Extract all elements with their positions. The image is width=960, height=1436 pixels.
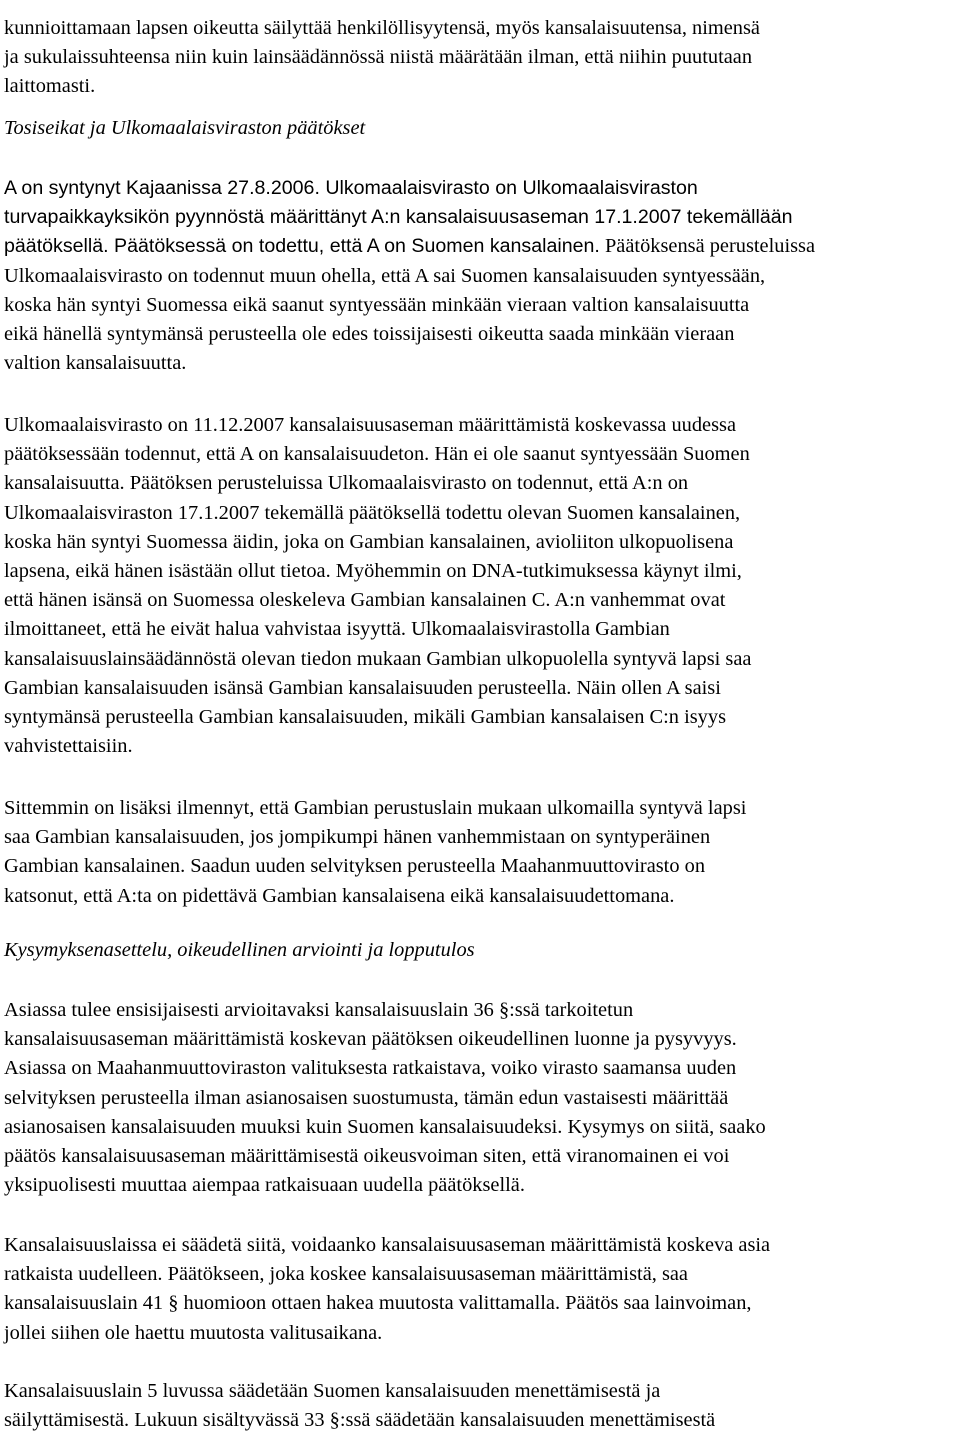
text-run: Kansalaisuuslaissa ei säädetä siitä, voidaanko kansalaisuusaseman määrittämistä koskeva asia xyxy=(4,1234,771,1256)
text-line xyxy=(4,469,751,498)
text-run: kansalaisuutta. Päätöksen perusteluissa Ulkomaalaisvirasto on todennut, että A:n on xyxy=(4,472,689,495)
text-line xyxy=(4,232,815,261)
text-run: katsonut, että A:ta on pidettävä Gambian kansalaisena eikä kansalaisuudettomana. xyxy=(4,884,675,907)
text-run: selvityksen perusteella ilman asianosaisen suostumusta, tämän edun vastaisesti määrittää xyxy=(4,1086,729,1109)
text-run: päätöksellä. Päätöksessä on todettu, että A on Suomen kansalainen. xyxy=(4,235,600,258)
text-line xyxy=(4,349,815,378)
text-run: turvapaikkayksikön pyynnöstä määrittänyt A:n kansalaisuusaseman 17.1.2007 tekemällään xyxy=(4,206,793,229)
text-line xyxy=(4,203,815,232)
text-line xyxy=(4,1319,770,1348)
text-run: päätös kansalaisuusaseman määrittämisestä oikeusvoiman siten, että viranomainen ei voi xyxy=(4,1145,730,1168)
text-line xyxy=(4,411,751,440)
text-line xyxy=(4,72,760,101)
text-run: kansalaisuuslainsäädännöstä olevan tiedon mukaan Gambian ulkopuolella syntyvä lapsi saa xyxy=(4,647,752,670)
text-line xyxy=(4,1113,766,1142)
text-run: laittomasti. xyxy=(4,75,96,98)
text-line xyxy=(4,528,751,557)
text-run: ilmoittaneet, että he eivät halua vahvistaa isyyttä. Ulkomaalaisvirastolla Gambian xyxy=(4,618,670,641)
paragraph xyxy=(4,996,766,1200)
text-run: jollei siihen ole haettu muutosta valitusaikana. xyxy=(4,1321,383,1344)
paragraph xyxy=(4,794,746,911)
text-line xyxy=(4,1406,715,1435)
paragraph xyxy=(4,1231,770,1348)
text-run: Tosiseikat ja Ulkomaalaisviraston päätökset xyxy=(4,117,366,139)
text-run: Kysymyksenasettelu, oikeudellinen arviointi ja lopputulos xyxy=(4,939,475,961)
text-line xyxy=(4,43,760,72)
text-line xyxy=(4,14,760,43)
text-line xyxy=(4,882,746,911)
paragraph xyxy=(4,174,815,378)
text-line xyxy=(4,1142,766,1171)
text-run: Sittemmin on lisäksi ilmennyt, että Gambian perustuslain mukaan ulkomailla syntyvä lapsi xyxy=(4,797,747,819)
text-run: kunnioittamaan lapsen oikeutta säilyttää henkilöllisyytensä, myös kansalaisuutensa, nimensä xyxy=(4,17,760,39)
text-line xyxy=(4,732,751,761)
text-line xyxy=(4,823,746,852)
text-run: päätöksessään todennut, että A on kansalaisuudeton. Hän ei ole saanut syntyessään Suomen xyxy=(4,443,750,466)
text-line xyxy=(4,1084,766,1113)
paragraph xyxy=(4,14,760,102)
paragraph xyxy=(4,1377,715,1435)
text-run: Asiassa tulee ensisijaisesti arvioitavaksi kansalaisuuslain 36 §:ssä tarkoitetun xyxy=(4,999,634,1021)
text-run: Asiassa on Maahanmuuttoviraston valituksesta ratkaistava, voiko virasto saamansa uuden xyxy=(4,1057,737,1080)
text-line xyxy=(4,320,815,349)
text-line xyxy=(4,1289,770,1318)
text-line xyxy=(4,440,751,469)
text-run: Kansalaisuuslain 5 luvussa säädetään Suomen kansalaisuuden menettämisestä ja xyxy=(4,1380,661,1402)
text-run: valtion kansalaisuutta. xyxy=(4,352,187,375)
section-heading xyxy=(4,114,365,143)
text-run: lapsena, eikä hänen isästään ollut tietoa. Myöhemmin on DNA-tutkimuksessa käynyt ilmi, xyxy=(4,560,742,583)
text-line xyxy=(4,1171,766,1200)
text-line xyxy=(4,1025,766,1054)
text-run: koska hän syntyi Suomessa eikä saanut syntyessään minkään vieraan valtion kansalaisuutta xyxy=(4,293,750,316)
text-line xyxy=(4,936,475,965)
text-run: syntymänsä perusteella Gambian kansalaisuuden, mikäli Gambian kansalaisen C:n isyys xyxy=(4,706,727,729)
text-line xyxy=(4,794,746,823)
text-line xyxy=(4,1260,770,1289)
section-heading xyxy=(4,936,475,965)
text-run: kansalaisuuslain 41 § huomioon ottaen hakea muutosta valittamalla. Päätös saa lainvoiman, xyxy=(4,1292,752,1315)
text-line xyxy=(4,262,815,291)
text-line xyxy=(4,615,751,644)
text-line xyxy=(4,1054,766,1083)
text-run: saa Gambian kansalaisuuden, jos jompikumpi hänen vanhemmistaan on syntyperäinen xyxy=(4,826,711,849)
text-run: Ulkomaalaisvirasto on 11.12.2007 kansalaisuusaseman määrittämistä koskevassa uudessa xyxy=(4,414,737,436)
text-line xyxy=(4,174,815,203)
text-line xyxy=(4,586,751,615)
text-line xyxy=(4,114,365,143)
text-line xyxy=(4,645,751,674)
text-line xyxy=(4,1231,770,1260)
text-run: asianosaisen kansalaisuuden muuksi kuin Suomen kansalaisuudeksi. Kysymys on siitä, saako xyxy=(4,1115,766,1138)
text-line xyxy=(4,996,766,1025)
text-run: Päätöksensä perusteluissa xyxy=(599,235,816,258)
text-line xyxy=(4,674,751,703)
text-line xyxy=(4,557,751,586)
text-run: eikä hänellä syntymänsä perusteella ole edes toissijaisesti oikeutta saada minkään vieraan xyxy=(4,323,735,346)
text-line xyxy=(4,499,751,528)
text-run: Ulkomaalaisviraston 17.1.2007 tekemällä päätöksellä todettu olevan Suomen kansalainen, xyxy=(4,501,741,524)
text-line xyxy=(4,1377,715,1406)
text-line xyxy=(4,291,815,320)
text-run: vahvistettaisiin. xyxy=(4,735,133,758)
text-line xyxy=(4,703,751,732)
text-run: yksipuolisesti muuttaa aiempaa ratkaisuaan uudella päätöksellä. xyxy=(4,1174,525,1197)
text-run: A on syntynyt Kajaanissa 27.8.2006. Ulkomaalaisvirasto on Ulkomaalaisviraston xyxy=(4,177,698,199)
text-run: Gambian kansalainen. Saadun uuden selvityksen perusteella Maahanmuuttovirasto on xyxy=(4,855,706,878)
text-run: Gambian kansalaisuuden isänsä Gambian kansalaisuuden perusteella. Näin ollen A saisi xyxy=(4,676,721,699)
text-run: ratkaista uudelleen. Päätökseen, joka koskee kansalaisuusaseman määrittämistä, saa xyxy=(4,1263,688,1286)
text-run: kansalaisuusaseman määrittämistä koskevan päätöksen oikeudellinen luonne ja pysyvyys. xyxy=(4,1028,737,1051)
text-run: Ulkomaalaisvirasto on todennut muun ohella, että A sai Suomen kansalaisuuden syntyessään, xyxy=(4,264,766,287)
paragraph xyxy=(4,411,751,761)
text-run: että hänen isänsä on Suomessa oleskeleva Gambian kansalainen C. A:n vanhemmat ovat xyxy=(4,589,726,612)
text-line xyxy=(4,852,746,881)
text-run: koska hän syntyi Suomessa äidin, joka on Gambian kansalainen, avioliiton ulkopuolisena xyxy=(4,530,734,553)
text-run: ja sukulaissuhteensa niin kuin lainsäädännössä niistä määrätään ilman, että niihin puututaan xyxy=(4,46,753,69)
text-run: säilyttämisestä. Lukuun sisältyvässä 33 §:ssä säädetään kansalaisuuden menettämisestä xyxy=(4,1409,716,1432)
